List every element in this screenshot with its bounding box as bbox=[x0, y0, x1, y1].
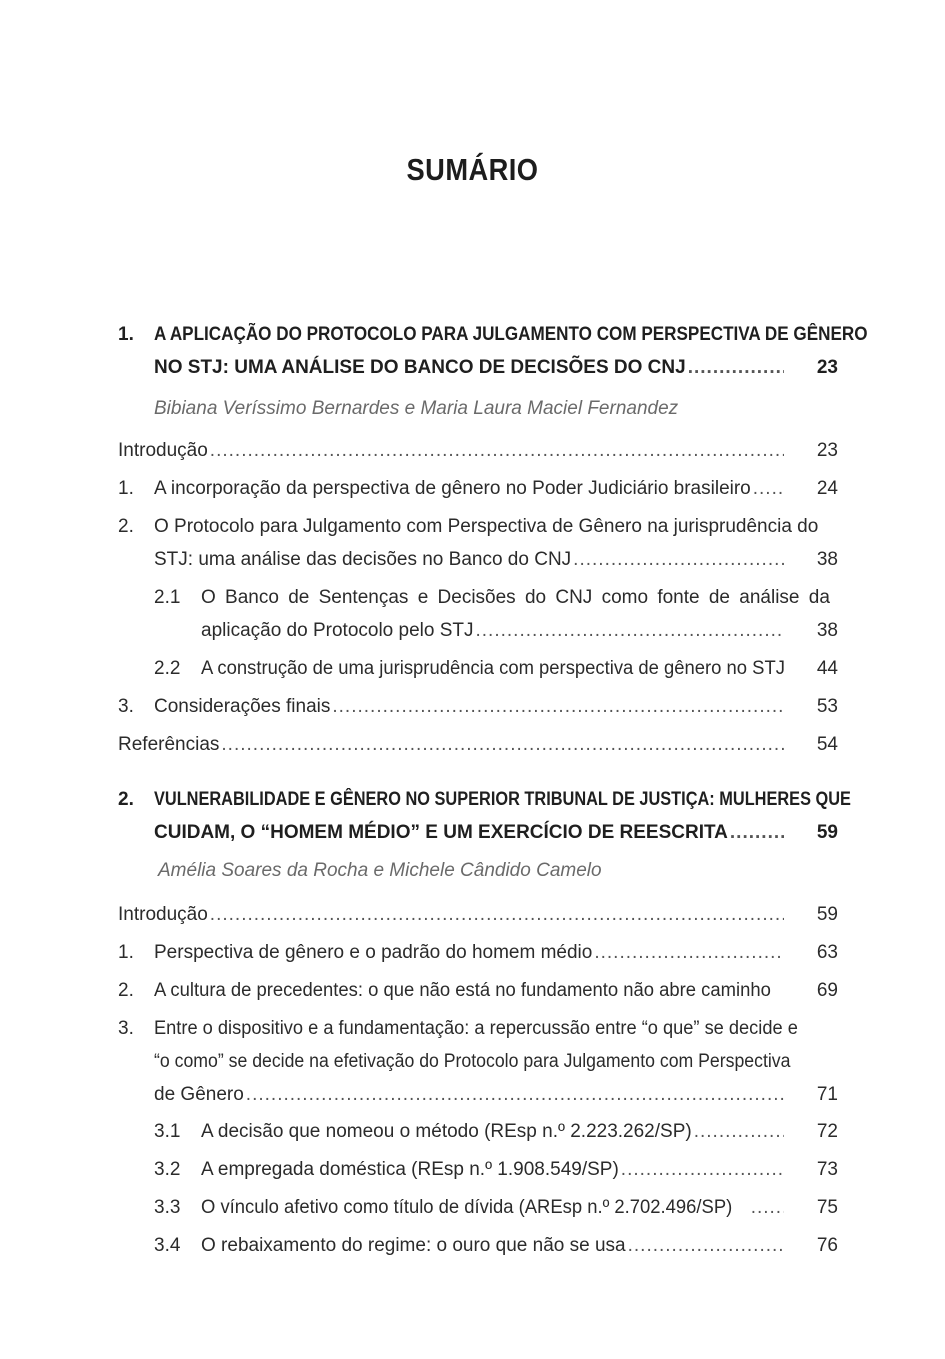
dot-leader bbox=[332, 690, 784, 723]
dot-leader bbox=[221, 728, 784, 761]
chapter-authors: Amélia Soares da Rocha e Michele Cândido Camelo bbox=[158, 860, 602, 881]
toc-item-label: Entre o dispositivo e a fundamentação: a repercussão entre “o que” se decide e bbox=[154, 1018, 798, 1039]
toc-item-label: Introdução bbox=[118, 904, 208, 925]
toc-item[interactable] bbox=[118, 510, 838, 576]
page-number: 59 bbox=[816, 904, 838, 925]
page-number: 44 bbox=[816, 658, 838, 679]
toc-item[interactable] bbox=[118, 898, 838, 931]
item-number: 3. bbox=[118, 696, 134, 717]
item-number: 2.2 bbox=[154, 658, 181, 679]
page-number: 54 bbox=[816, 734, 838, 755]
chapter-authors: Bibiana Veríssimo Bernardes e Maria Laura Maciel Fernandez bbox=[154, 398, 679, 419]
toc-item-label: de Gênero bbox=[154, 1084, 244, 1105]
toc-item-label: STJ: uma análise das decisões no Banco do CNJ bbox=[154, 549, 572, 570]
dot-leader bbox=[210, 898, 784, 931]
dot-leader bbox=[753, 472, 784, 505]
toc-item-label: A decisão que nomeou o método (REsp n.º 2.223.262/SP) bbox=[201, 1121, 692, 1142]
item-number: 2. bbox=[118, 980, 134, 1001]
page-number: 23 bbox=[816, 357, 838, 378]
page-number: 75 bbox=[816, 1197, 838, 1218]
toc-item-label: Introdução bbox=[118, 440, 208, 461]
dot-leader bbox=[621, 1153, 784, 1186]
dot-leader bbox=[694, 1115, 784, 1148]
chapter-title-line: A APLICAÇÃO DO PROTOCOLO PARA JULGAMENTO COM PERSPECTIVA DE GÊNERO bbox=[154, 324, 868, 345]
item-number: 1. bbox=[118, 478, 134, 499]
toc-item[interactable] bbox=[118, 581, 838, 647]
dot-leader bbox=[476, 614, 785, 647]
page-number: 38 bbox=[816, 620, 838, 641]
toc-item-label: A empregada doméstica (REsp n.º 1.908.549/SP) bbox=[201, 1159, 619, 1180]
item-number: 3.1 bbox=[154, 1121, 181, 1142]
toc-item-label: O Protocolo para Julgamento com Perspectiva de Gênero na jurisprudência do bbox=[154, 516, 819, 537]
dot-leader bbox=[210, 434, 784, 467]
chapter-2-heading[interactable] bbox=[118, 783, 851, 849]
toc-item-label: A cultura de precedentes: o que não está no fundamento não abre caminho bbox=[154, 980, 771, 1001]
toc-item-label: Perspectiva de gênero e o padrão do homem médio bbox=[154, 942, 593, 963]
chapter-1-heading[interactable] bbox=[118, 318, 868, 384]
toc-item-label: “o como” se decide na efetivação do Protocolo para Julgamento com Perspectiva bbox=[154, 1051, 791, 1072]
toc-item-label: O rebaixamento do regime: o ouro que não se usa bbox=[201, 1235, 626, 1256]
page-title: SUMÁRIO bbox=[406, 152, 539, 187]
page-number: 71 bbox=[816, 1084, 838, 1105]
toc-item[interactable] bbox=[118, 728, 838, 761]
page-number: 59 bbox=[816, 822, 838, 843]
page-number: 76 bbox=[816, 1235, 838, 1256]
toc-item-label: aplicação do Protocolo pelo STJ bbox=[201, 620, 474, 641]
item-number: 3.3 bbox=[154, 1197, 181, 1218]
dot-leader bbox=[751, 1191, 784, 1224]
item-number: 1. bbox=[118, 942, 134, 963]
toc-item-label: A incorporação da perspectiva de gênero no Poder Judiciário brasileiro bbox=[154, 478, 751, 499]
page-number: 73 bbox=[816, 1159, 838, 1180]
item-number: 3.4 bbox=[154, 1235, 181, 1256]
dot-leader bbox=[573, 543, 784, 576]
chapter-title-line: CUIDAM, O “HOMEM MÉDIO” E UM EXERCÍCIO DE REESCRITA bbox=[154, 822, 728, 843]
page-number: 72 bbox=[816, 1121, 838, 1142]
page-number: 53 bbox=[816, 696, 838, 717]
page-number: 38 bbox=[816, 549, 838, 570]
dot-leader bbox=[730, 816, 784, 849]
item-number: 2.1 bbox=[154, 587, 181, 608]
page-number: 23 bbox=[816, 440, 838, 461]
page-number: 63 bbox=[816, 942, 838, 963]
dot-leader bbox=[594, 936, 784, 969]
toc-item-label: O vínculo afetivo como título de dívida (AREsp n.º 2.702.496/SP) bbox=[201, 1197, 733, 1218]
item-number: 3.2 bbox=[154, 1159, 181, 1180]
toc-item-label: O Banco de Sentenças e Decisões do CNJ como fonte de análise da bbox=[201, 587, 830, 608]
chapter-number: 1. bbox=[118, 324, 134, 345]
dot-leader bbox=[628, 1229, 784, 1262]
page-number: 69 bbox=[816, 980, 838, 1001]
chapter-number: 2. bbox=[118, 789, 134, 810]
toc-item[interactable] bbox=[118, 434, 838, 467]
toc-item-label: Referências bbox=[118, 734, 220, 755]
toc-item[interactable] bbox=[118, 1012, 838, 1111]
toc-item-label: A construção de uma jurisprudência com perspectiva de gênero no STJ bbox=[201, 658, 785, 679]
dot-leader bbox=[688, 351, 784, 384]
toc-item-label: Considerações finais bbox=[154, 696, 331, 717]
item-number: 3. bbox=[118, 1018, 134, 1039]
item-number: 2. bbox=[118, 516, 134, 537]
chapter-title-line: VULNERABILIDADE E GÊNERO NO SUPERIOR TRIBUNAL DE JUSTIÇA: MULHERES QUE bbox=[154, 789, 851, 810]
chapter-title-line: NO STJ: UMA ANÁLISE DO BANCO DE DECISÕES DO CNJ bbox=[154, 357, 686, 378]
page-number: 24 bbox=[816, 478, 838, 499]
dot-leader bbox=[246, 1078, 784, 1111]
